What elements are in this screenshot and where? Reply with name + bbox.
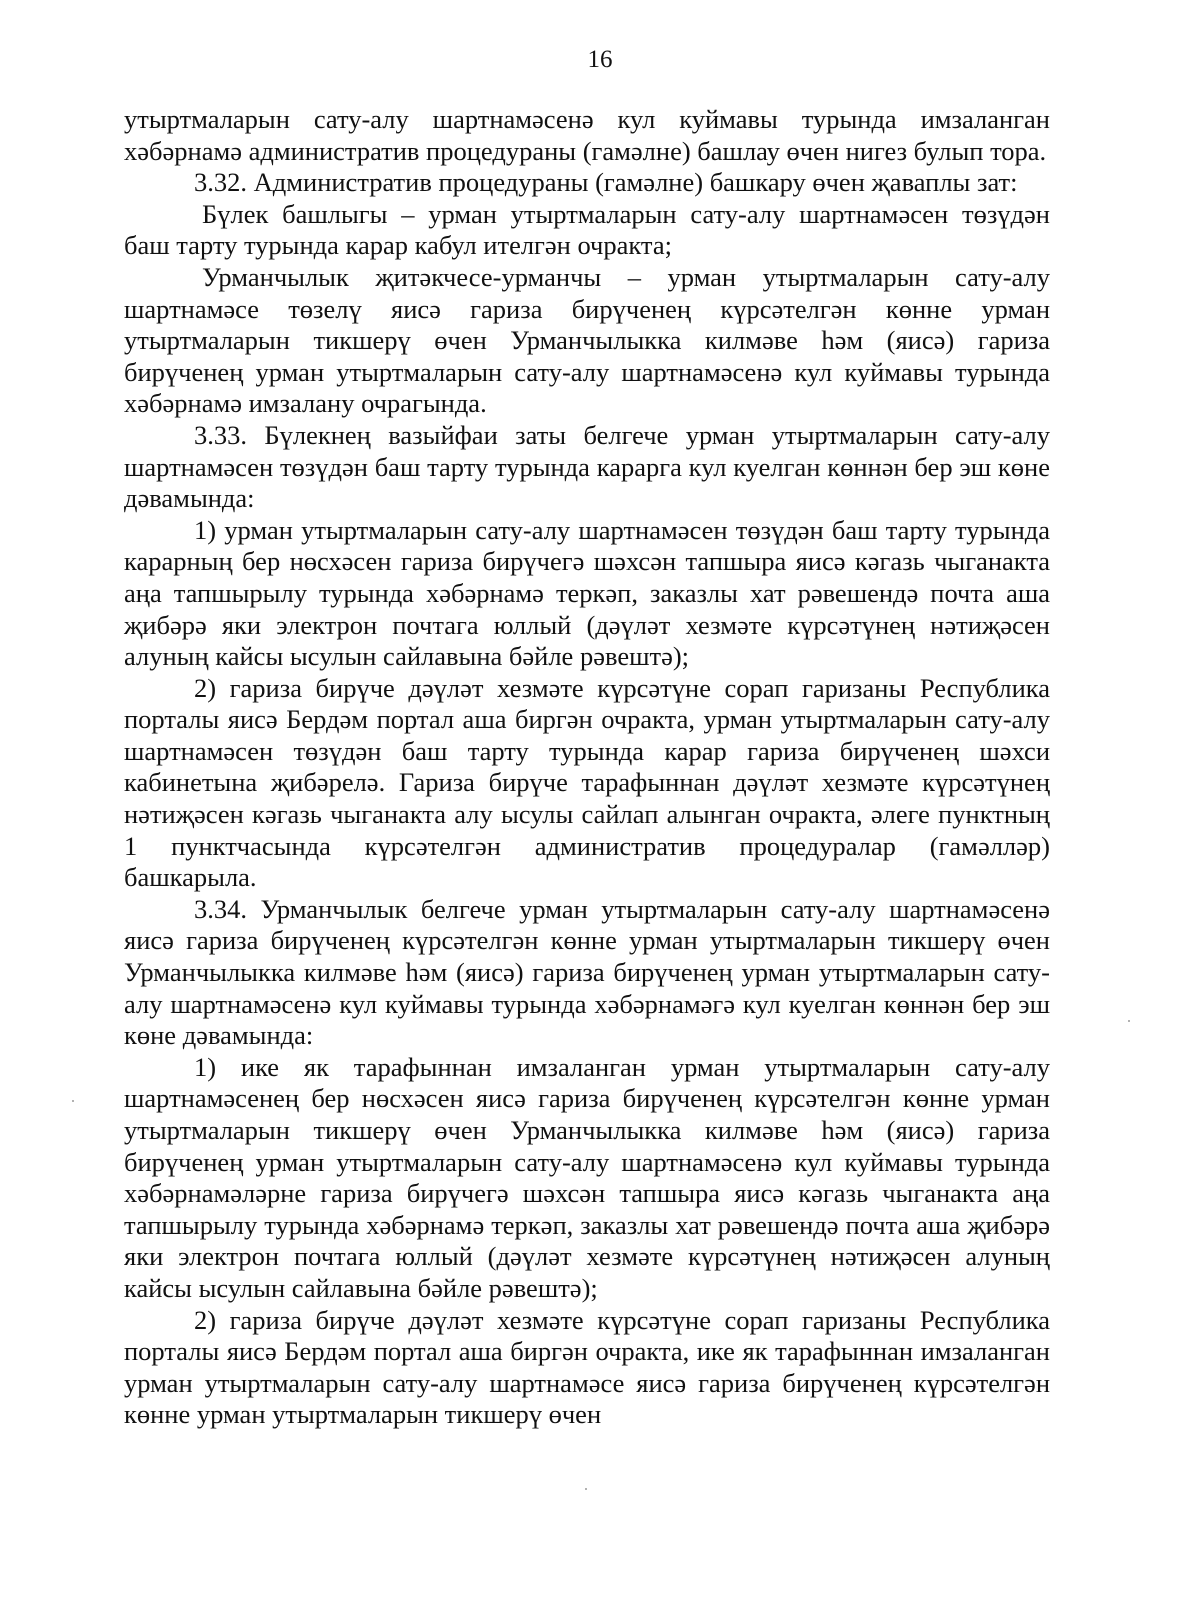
paragraph-3-34: 3.34. Урманчылык белгече урман утыртмаларын сату-алу шартнамәсенә яисә гариза бирүченең күрсәтелгән көнне урман утыртмаларын тикшерү өчен Урманчылыкка килмәве һәм (яисә) гариза бирүченең урман утыртмаларын сату-алу шартнамәсенә кул куймавы турында хәбәрнамәгә кул куелган көннән бер эш көне дәвамында: xyxy=(124,893,1050,1051)
paragraph-department-head: Бүлек башлыгы – урман утыртмаларын сату-алу шартнамәсен төзүдән баш тарту турында карар кабул ителгән очракта; xyxy=(124,198,1050,261)
document-body xyxy=(124,104,1050,1431)
paragraph-3-34-item-2: 2) гариза бирүче дәүләт хезмәте күрсәтүне сорап гаризаны Республика порталы яисә Бердәм портал аша биргән очракта, ике як тарафыннан имзаланган урман утыртмаларын сату-алу шартнамәсе яисә гариза бирүченең күрсәтелгән көнне урман утыртмаларын тикшерү өчен xyxy=(124,1304,1050,1430)
paragraph-3-32: 3.32. Административ процедураны (гамәлне) башкару өчен җаваплы зат: xyxy=(194,167,1018,198)
scan-speck xyxy=(585,1488,587,1490)
page-number: 16 xyxy=(587,46,613,73)
paragraph-3-33: 3.33. Бүлекнең вазыйфаи заты белгече урман утыртмаларын сату-алу шартнамәсен төзүдән баш тарту турында карарга кул куелган көннән бер эш көне дәвамында: xyxy=(124,419,1050,514)
paragraph-forestry-head: Урманчылык җитәкчесе-урманчы – урман утыртмаларын сату-алу шартнамәсе төзелү яисә гариза бирүченең күрсәтелгән көнне урман утыртмаларын тикшерү өчен Урманчылыкка килмәве һәм (яисә) гариза бирүченең урман утыртмаларын сату-алу шартнамәсенә кул куймавы турында хәбәрнамә имзалану очрагында. xyxy=(124,261,1050,419)
paragraph-continuation: утыртмаларын сату-алу шартнамәсенә кул куймавы турында имзаланган хәбәрнамә административ процедураны (гамәлне) башлау өчен нигез булып тора. xyxy=(124,104,1050,166)
paragraph-3-34-item-1: 1) ике як тарафыннан имзаланган урман утыртмаларын сату-алу шартнамәсенең бер нөсхәсен яисә гариза бирүченең күрсәтелгән көнне урман утыртмаларын тикшерү өчен Урманчылыкка килмәве һәм (яисә) гариза бирүченең урман утыртмаларын сату-алу шартнамәсенә кул куймавы турында хәбәрнамәләрне гариза бирүчегә шәхсән тапшыра яисә кәгазь чыганакта аңа тапшырылу турында хәбәрнамә теркәп, заказлы хат рәвешендә почта аша җибәрә яки электрон почтага юллый (дәүләт хезмәте күрсәтүнең нәтиҗәсен алуның кайсы ысулын сайлавына бәйле рәвештә); xyxy=(124,1051,1050,1303)
paragraph-3-33-item-1: 1) урман утыртмаларын сату-алу шартнамәсен төзүдән баш тарту турында карарның бер нөсхәсен гариза бирүчегә шәхсән тапшыра яисә кәгазь чыганакта аңа тапшырылу турында хәбәрнамә теркәп, заказлы хат рәвешендә почта аша җибәрә яки электрон почтага юллый (дәүләт хезмәте күрсәтүнең нәтиҗәсен алуның кайсы ысулын сайлавына бәйле рәвештә); xyxy=(124,514,1050,672)
scan-speck xyxy=(1128,1020,1130,1022)
scan-speck xyxy=(72,1100,74,1102)
paragraph-3-33-item-2: 2) гариза бирүче дәүләт хезмәте күрсәтүне сорап гаризаны Республика порталы яисә Бердәм портал аша биргән очракта, урман утыртмаларын сату-алу шартнамәсен төзүдән баш тарту турында карар гариза бирүченең шәхси кабинетына җибәрелә. Гариза бирүче тарафыннан дәүләт хезмәте күрсәтүнең нәтиҗәсен кәгазь чыганакта алу ысулы сайлап алынган очракта, әлеге пунктның 1 пунктчасында күрсәтелгән административ процедуралар (гамәлләр) башкарыла. xyxy=(124,672,1050,893)
